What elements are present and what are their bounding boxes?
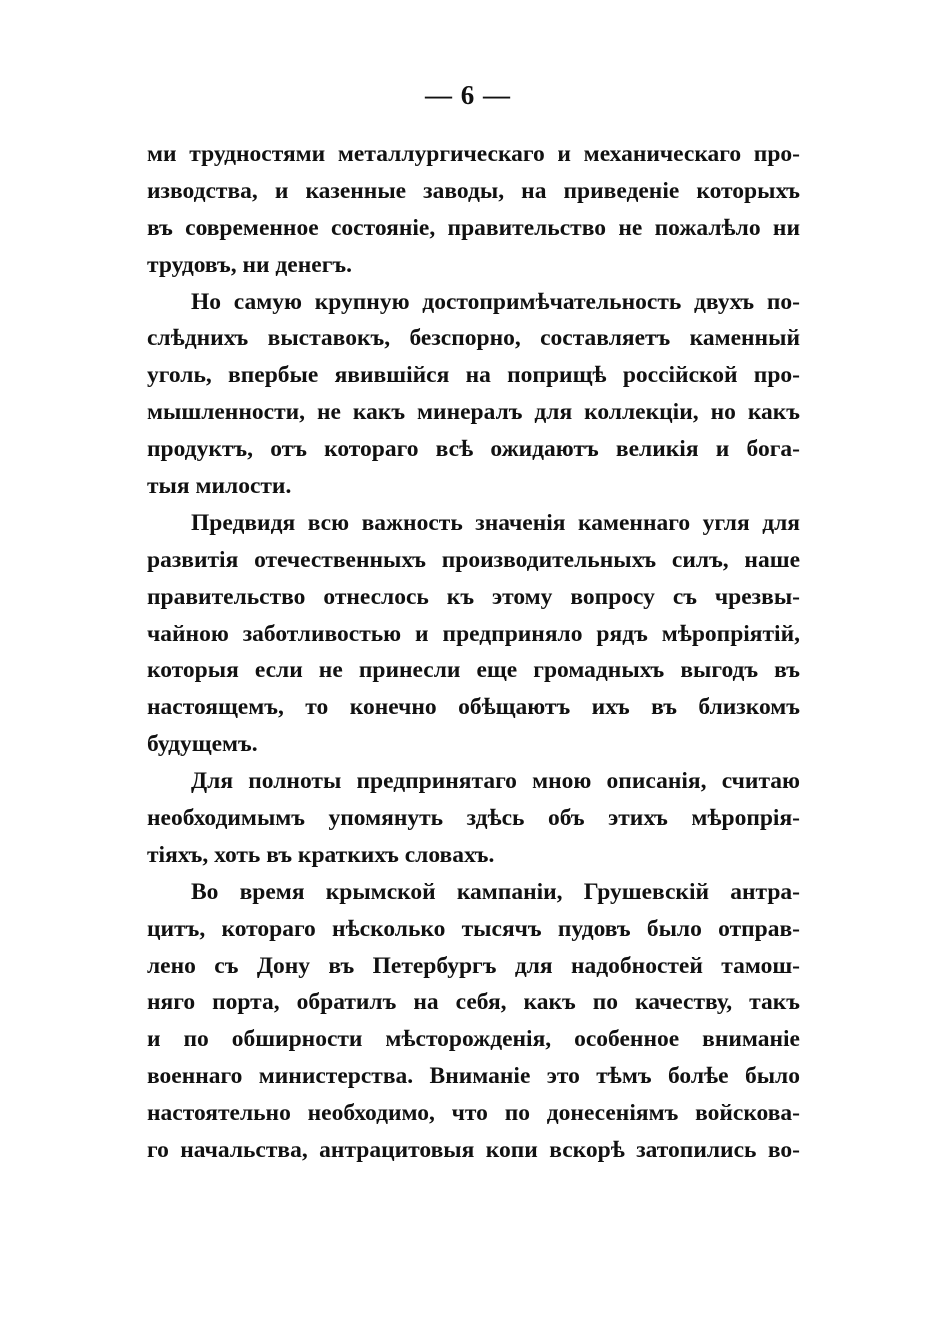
text-line: въ современное состояніе, правительство не пожалѣло ни xyxy=(147,214,800,241)
text-line: тіяхъ, хоть въ краткихъ словахъ. xyxy=(147,841,495,868)
text-line: Для полноты предпринятаго мною описанія, считаю xyxy=(191,768,800,795)
text-line: необходимымъ упомянуть здѣсь объ этихъ мѣропрія- xyxy=(147,805,800,832)
text-line: уголь, впербые явившійся на поприщѣ россійской про- xyxy=(147,362,800,389)
text-line: цитъ, котораго нѣсколько тысячъ пудовъ было отправ- xyxy=(147,915,800,942)
text-line: продуктъ, отъ котораго всѣ ожидаютъ великія и бога- xyxy=(147,436,800,463)
text-line: Предвидя всю важность значенія каменнаго угля для xyxy=(191,509,800,536)
text-line: изводства, и казенные заводы, на приведеніе которыхъ xyxy=(147,177,800,204)
text-line: лено съ Дону въ Петербургъ для надобностей тамош- xyxy=(147,952,800,979)
text-line: настоящемъ, то конечно обѣщаютъ ихъ въ близкомъ xyxy=(147,694,800,721)
text-line: военнаго министерства. Вниманіе это тѣмъ болѣе было xyxy=(147,1063,800,1090)
paragraph xyxy=(147,763,800,874)
paragraph xyxy=(147,136,800,284)
text-line: мышленности, не какъ минералъ для коллекціи, но какъ xyxy=(147,399,800,426)
text-line: будущемъ. xyxy=(147,731,258,758)
text-line: Во время крымской кампаніи, Грушевскій антра- xyxy=(191,878,800,905)
page-number: — 6 — xyxy=(425,80,511,110)
text-line: правительство отнеслось къ этому вопросу съ чрезвы- xyxy=(147,583,800,610)
text-line: чайною заботливостью и предприняло рядъ мѣропріятій, xyxy=(147,620,800,647)
text-line: слѣднихъ выставокъ, безспорно, составляетъ каменный xyxy=(147,325,800,352)
paragraph xyxy=(147,284,800,505)
text-line: го начальства, антрацитовыя копи вскорѣ затопились во- xyxy=(147,1137,800,1164)
text-line: развитія отечественныхъ производительныхъ силъ, наше xyxy=(147,546,800,573)
body-text xyxy=(147,136,800,1169)
text-line: Но самую крупную достопримѣчательность двухъ по- xyxy=(191,288,800,315)
text-line: трудовъ, ни денегъ. xyxy=(147,251,352,278)
text-line: и по обширности мѣсторожденія, особенное вниманіе xyxy=(147,1026,800,1053)
text-line: настоятельно необходимо, что по донесеніямъ войскова- xyxy=(147,1100,800,1127)
text-line: няго порта, обратилъ на себя, какъ по качеству, такъ xyxy=(147,989,800,1016)
text-line: тыя милости. xyxy=(147,473,292,500)
text-line: ми трудностями металлургическаго и механическаго про- xyxy=(147,141,800,167)
paragraph xyxy=(147,505,800,763)
text-line: которыя если не принесли еще громадныхъ выгодъ въ xyxy=(147,657,800,684)
paragraph xyxy=(147,874,800,1169)
